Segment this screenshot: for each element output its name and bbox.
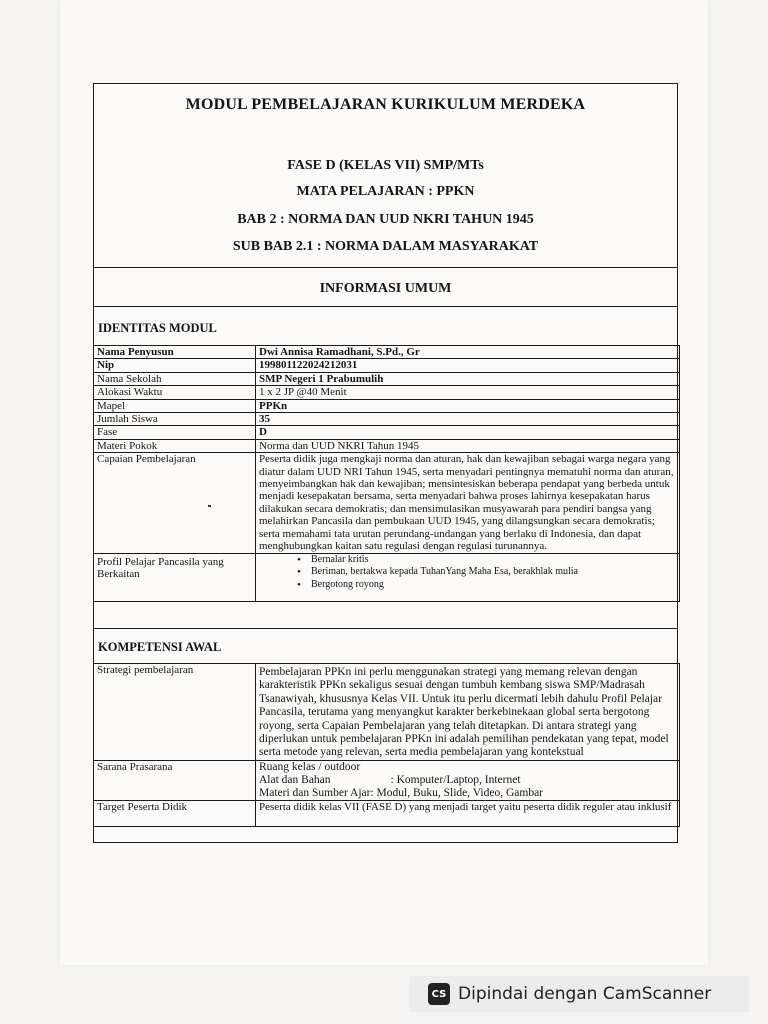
subbab-line: SUB BAB 2.1 : NORMA DALAM MASYARAKAT: [232, 239, 539, 254]
camscanner-badge: [409, 976, 749, 1012]
identitas-label: Mapel: [94, 399, 256, 412]
table-row: [94, 439, 680, 452]
camscanner-icon: CS: [428, 983, 450, 1005]
target-label: Target Peserta Didik: [94, 800, 256, 826]
profil-cell: [256, 553, 680, 601]
capaian-label: Capaian Pembelajaran: [94, 453, 256, 553]
table-row: [94, 664, 680, 761]
table-row: [94, 800, 680, 826]
profil-label: Profil Pelajar Pancasila yang Berkaitan: [94, 553, 256, 601]
list-item: • Bernalar kritis: [311, 554, 676, 567]
identitas-value: Dwi Annisa Ramadhani, S.Pd., Gr: [256, 346, 680, 359]
table-row: [94, 553, 680, 601]
table-row: [94, 346, 680, 359]
table-row: [94, 359, 680, 372]
identitas-label: Alokasi Waktu: [94, 386, 256, 399]
divider: [94, 267, 677, 268]
identitas-value: Norma dan UUD NKRI Tahun 1945: [256, 439, 680, 452]
sarana-line: Ruang kelas / outdoor: [259, 760, 361, 773]
divider: [94, 306, 677, 307]
identitas-value: PPKn: [256, 399, 680, 412]
table-row: [94, 372, 680, 385]
strategi-label: Strategi pembelajaran: [94, 664, 256, 761]
identitas-label: Jumlah Siswa: [94, 413, 256, 426]
identitas-label: Nama Sekolah: [94, 372, 256, 385]
identitas-heading: IDENTITAS MODUL: [98, 321, 217, 335]
kompetensi-table: [93, 663, 680, 827]
fase-line: FASE D (KELAS VII) SMP/MTs: [287, 158, 484, 173]
identitas-label: Nama Penyusun: [94, 346, 256, 359]
informasi-umum-heading: INFORMASI UMUM: [319, 281, 452, 296]
camscanner-text: Dipindai dengan CamScanner: [458, 984, 712, 1004]
identitas-label: Materi Pokok: [94, 439, 256, 452]
table-row: [94, 399, 680, 412]
profil-list: [259, 554, 676, 592]
identitas-value: D: [256, 426, 680, 439]
mapel-line: MATA PELAJARAN : PPKN: [296, 184, 475, 199]
divider: [93, 628, 678, 629]
list-item: • Beriman, bertakwa kepada TuhanYang Maha Esa, berakhlak mulia: [311, 566, 676, 579]
table-row: [94, 413, 680, 426]
alat-value: : Komputer/Laptop, Internet: [390, 773, 521, 786]
bab-line: BAB 2 : NORMA DAN UUD NKRI TAHUN 1945: [237, 212, 534, 227]
identitas-value: 1 x 2 JP @40 Menit: [256, 386, 680, 399]
target-text: Peserta didik kelas VII (FASE D) yang menjadi target yaitu peserta didik reguler atau inklusif: [256, 800, 680, 826]
identitas-value: 199801122024212031: [256, 359, 680, 372]
table-row: [94, 426, 680, 439]
strategi-text: Pembelajaran PPKn ini perlu menggunakan strategi yang memang relevan dengan karakteristik PPKn sekaligus sesuai dengan tumbuh kembang siswa SMP/Madrasah Tsanawiyah, khususnya Kelas VII. Untuk itu perlu dicermati lebih dahulu Profil Pelajar Pancasila, terutama yang menyangkut karakter berkebinekaan global serta bergotong royong, serta Capaian Pembelajaran yang telah ditetapkan. Di antara strategi yang diperlukan untuk pembelajaran PPKn ini adalah pemilihan pendekatan yang tepat, model serta metode yang relevan, serta media pembelajaran yang kontekstual: [256, 664, 680, 761]
sarana-label: Sarana Prasarana: [94, 760, 256, 800]
capaian-text: Peserta didik juga mengkaji norma dan aturan, hak dan kewajiban sebagai warga negara yang diatur dalam UUD NRI Tahun 1945, serta menyadari pentingnya mematuhi norma dan aturan, menyeimbangkan hak dan kewajiban; mensintesiskan beberapa pendapat yang berbeda untuk menjadi kesepakatan bersama, serta menyadari bahwa proses lahirnya kesepakatan harus dilakukan secara demokratis; dan mensimulasikan musyawarah para pendiri bangsa yang melahirkan Pancasila dan pembukaan UUD 1945, yang dilangsungkan secara demokratis; serta memahami tata urutan perundang-undangan yang berlaku di Indonesia, dan dapat menghubungkan kaitan satu regulasi dengan regulasi turunannya.: [256, 453, 680, 553]
identitas-label: Fase: [94, 426, 256, 439]
table-row: [94, 386, 680, 399]
identitas-value: 35: [256, 413, 680, 426]
table-row: [94, 453, 680, 553]
list-item: • Bergotong royong: [311, 579, 676, 592]
kompetensi-heading: KOMPETENSI AWAL: [98, 640, 222, 654]
identitas-label: Nip: [94, 359, 256, 372]
sarana-line: [259, 774, 676, 787]
scan-speck: [208, 505, 211, 507]
alat-label: Alat dan Bahan: [259, 773, 331, 786]
table-row: [94, 760, 680, 800]
module-title: MODUL PEMBELAJARAN KURIKULUM MERDEKA: [185, 96, 586, 113]
identitas-table: [93, 345, 680, 602]
sarana-cell: [256, 760, 680, 800]
sarana-line: Materi dan Sumber Ajar: Modul, Buku, Slide, Video, Gambar: [259, 786, 544, 799]
identitas-value: SMP Negeri 1 Prabumulih: [256, 372, 680, 385]
